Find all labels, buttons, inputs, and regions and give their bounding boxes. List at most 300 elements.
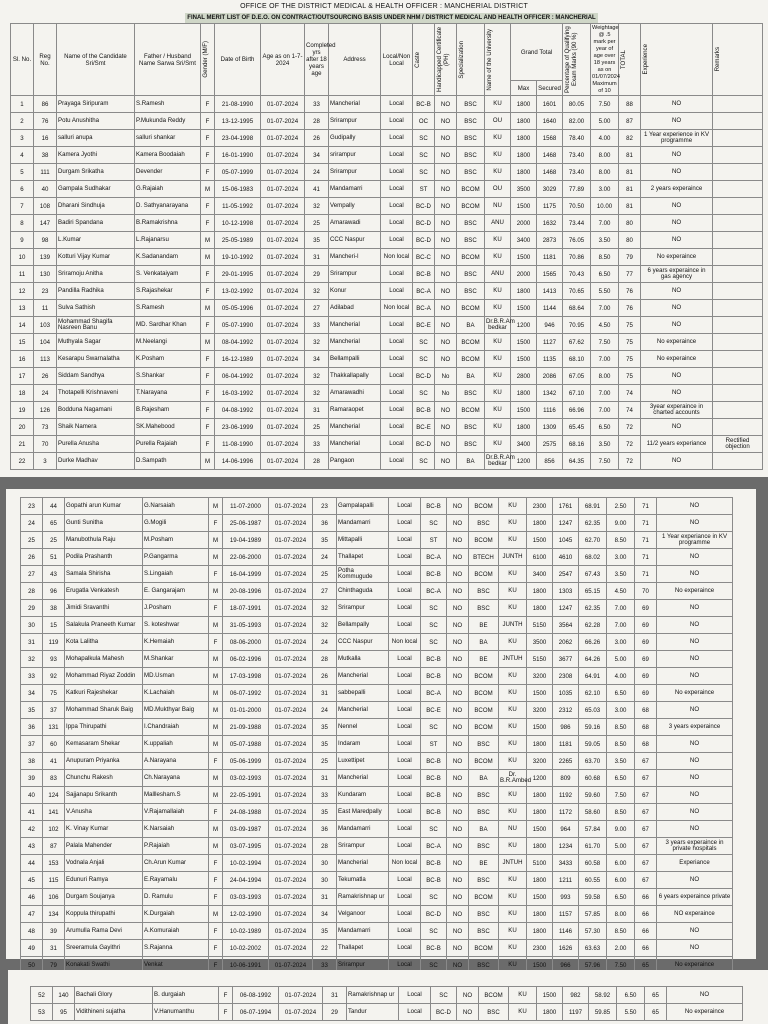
- cell-reg: 75: [43, 685, 65, 702]
- cell-total: 77: [619, 266, 641, 283]
- cell-father: M.Neelangi: [135, 334, 201, 351]
- cell-ph: NO: [447, 566, 469, 583]
- table-row: [21, 838, 733, 855]
- cell-age: 26: [305, 130, 329, 147]
- cell-address: Tandur: [347, 1004, 399, 1021]
- cell-local: Non local: [389, 855, 421, 872]
- table-3-body: [31, 987, 743, 1021]
- cell-total: 71: [635, 549, 657, 566]
- cell-max: 1800: [527, 583, 553, 600]
- cell-ph: NO: [447, 821, 469, 838]
- cell-sl: 48: [21, 923, 43, 940]
- cell-age: 22: [313, 940, 337, 957]
- table-row: [21, 940, 733, 957]
- cell-name: L.Kumar: [57, 232, 135, 249]
- cell-total: 66: [635, 889, 657, 906]
- cell-percentage: 65.15: [579, 583, 607, 600]
- table-row: [11, 130, 763, 147]
- cell-father: G.Narsaiah: [143, 498, 209, 515]
- cell-caste: SC: [421, 889, 447, 906]
- cell-percentage: 60.58: [579, 855, 607, 872]
- cell-specialization: BCOM: [469, 702, 499, 719]
- cell-weightage: 8.50: [607, 532, 635, 549]
- cell-percentage: 68.10: [563, 351, 591, 368]
- cell-experience: Experiance: [657, 855, 733, 872]
- cell-university: ANU: [485, 215, 511, 232]
- cell-dob: 14-06-1996: [215, 453, 261, 470]
- cell-secured: 1568: [537, 130, 563, 147]
- cell-max: 2000: [511, 266, 537, 283]
- cell-sl: 26: [21, 549, 43, 566]
- cell-university: KU: [485, 96, 511, 113]
- table-row: [21, 685, 733, 702]
- table-row: [21, 770, 733, 787]
- cell-remarks: [713, 113, 763, 130]
- cell-father: E.Rayamalu: [143, 872, 209, 889]
- cell-university: KU: [499, 583, 527, 600]
- cell-specialization: BSC: [457, 96, 485, 113]
- table-row: [11, 334, 763, 351]
- cell-percentage: 80.05: [563, 96, 591, 113]
- cell-name: Potu Anushitha: [57, 113, 135, 130]
- table-row: [21, 753, 733, 770]
- cell-address: Konur: [329, 283, 381, 300]
- cell-local: Local: [389, 736, 421, 753]
- table-row: [21, 855, 733, 872]
- cell-sl: 19: [11, 402, 34, 419]
- cell-specialization: BCOM: [457, 181, 485, 198]
- table-row: [21, 651, 733, 668]
- cell-remarks: [713, 96, 763, 113]
- cell-weightage: 8.50: [607, 719, 635, 736]
- cell-dob: 05-07-1988: [223, 736, 269, 753]
- cell-caste: BC-D: [421, 906, 447, 923]
- cell-reg: 73: [34, 419, 57, 436]
- cell-local: Non local: [381, 249, 413, 266]
- cell-percentage: 65.03: [579, 702, 607, 719]
- table-row: [21, 634, 733, 651]
- cell-secured: 1192: [553, 787, 579, 804]
- cell-university: KU: [499, 515, 527, 532]
- cell-local: Local: [381, 334, 413, 351]
- cell-max: 1500: [537, 987, 563, 1004]
- cell-name: Dharani Sindhuja: [57, 198, 135, 215]
- cell-gender: M: [201, 300, 215, 317]
- cell-experience: 11/2 years experiance: [641, 436, 713, 453]
- cell-caste: SC: [413, 130, 435, 147]
- cell-secured: 993: [553, 889, 579, 906]
- cell-reg: 38: [34, 147, 57, 164]
- cell-total: 69: [635, 600, 657, 617]
- cell-weightage: 3.50: [607, 753, 635, 770]
- cell-secured: 3433: [553, 855, 579, 872]
- cell-secured: 856: [537, 453, 563, 470]
- cell-experience: NO: [641, 283, 713, 300]
- cell-max: 1800: [527, 787, 553, 804]
- table-row: [11, 300, 763, 317]
- cell-ph: NO: [435, 266, 457, 283]
- cell-name: Bachali Glory: [75, 987, 153, 1004]
- cell-experience: NO: [641, 96, 713, 113]
- col-total: TOTAL: [620, 49, 628, 70]
- table-row: [11, 368, 763, 385]
- cell-name: Podila Prashanth: [65, 549, 143, 566]
- cell-sl: 22: [11, 453, 34, 470]
- cell-total: 68: [635, 719, 657, 736]
- col-age-as-on: Age as on 1-7-2024: [261, 24, 305, 96]
- office-title: OFFICE OF THE DISTRICT MEDICAL & HEALTH OFFICER : MANCHERIAL DISTRICT: [240, 3, 528, 10]
- cell-secured: 1135: [537, 351, 563, 368]
- cell-percentage: 58.60: [579, 804, 607, 821]
- cell-total: 72: [619, 419, 641, 436]
- cell-university: KU: [485, 419, 511, 436]
- cell-age-as-on: 01-07-2024: [261, 402, 305, 419]
- cell-local: Local: [381, 181, 413, 198]
- cell-age: 24: [305, 164, 329, 181]
- cell-name: Prayaga Siripuram: [57, 96, 135, 113]
- cell-percentage: 59.85: [589, 1004, 617, 1021]
- cell-father: A.Narayana: [143, 753, 209, 770]
- cell-local: Local: [389, 957, 421, 974]
- cell-max: 2300: [527, 940, 553, 957]
- cell-experience: No experaince: [641, 334, 713, 351]
- cell-reg: 140: [53, 987, 75, 1004]
- cell-age-as-on: 01-07-2024: [269, 957, 313, 974]
- cell-name: Mohammad Sharuk Baig: [65, 702, 143, 719]
- cell-secured: 1565: [537, 266, 563, 283]
- cell-age: 28: [313, 838, 337, 855]
- table-1-body: [11, 96, 763, 470]
- cell-secured: 2308: [553, 668, 579, 685]
- cell-max: 1800: [527, 736, 553, 753]
- cell-specialization: BCOM: [457, 402, 485, 419]
- cell-age: 35: [313, 532, 337, 549]
- cell-experience: NO: [657, 515, 733, 532]
- cell-experience: NO experaince: [657, 906, 733, 923]
- table-row: [21, 736, 733, 753]
- cell-ph: NO: [447, 668, 469, 685]
- cell-remarks: [713, 419, 763, 436]
- cell-weightage: 2.50: [607, 498, 635, 515]
- cell-secured: 3677: [553, 651, 579, 668]
- cell-sl: 28: [21, 583, 43, 600]
- cell-father: S.Shankar: [135, 368, 201, 385]
- cell-percentage: 58.92: [589, 987, 617, 1004]
- cell-local: Local: [389, 617, 421, 634]
- cell-ph: NO: [435, 283, 457, 300]
- cell-secured: 1045: [553, 532, 579, 549]
- cell-local: Local: [389, 872, 421, 889]
- cell-dob: 05-06-1999: [223, 753, 269, 770]
- cell-age-as-on: 01-07-2024: [261, 215, 305, 232]
- cell-university: KU: [499, 634, 527, 651]
- cell-father: Venkat: [143, 957, 209, 974]
- cell-local: Non local: [389, 634, 421, 651]
- col-specialization: Specialization: [458, 40, 465, 79]
- cell-age: 30: [313, 855, 337, 872]
- cell-specialization: BSC: [469, 600, 499, 617]
- cell-name: Mohammad Shagifa Nasreen Banu: [57, 317, 135, 334]
- cell-total: 71: [635, 498, 657, 515]
- cell-university: JUNTH: [499, 549, 527, 566]
- cell-percentage: 62.35: [579, 515, 607, 532]
- cell-address: Bellampally: [337, 617, 389, 634]
- cell-weightage: 7.50: [607, 787, 635, 804]
- cell-age: 31: [313, 889, 337, 906]
- cell-father: M.Posham: [143, 532, 209, 549]
- cell-secured: 966: [553, 957, 579, 974]
- cell-max: 1500: [527, 889, 553, 906]
- cell-reg: 60: [43, 736, 65, 753]
- cell-name: Sajjanapu Srikanth: [65, 787, 143, 804]
- cell-caste: BC-A: [413, 300, 435, 317]
- cell-total: 81: [619, 198, 641, 215]
- cell-secured: 1626: [553, 940, 579, 957]
- cell-local: Local: [381, 266, 413, 283]
- cell-ph: NO: [435, 147, 457, 164]
- cell-university: Dr.B.R.Am bedkar: [485, 453, 511, 470]
- cell-address: Mandamarri: [337, 923, 389, 940]
- cell-gender: F: [209, 753, 223, 770]
- cell-age: 27: [305, 300, 329, 317]
- cell-age: 29: [305, 266, 329, 283]
- cell-father: Kamera Boodaiah: [135, 147, 201, 164]
- cell-sl: 21: [11, 436, 34, 453]
- cell-age-as-on: 01-07-2024: [269, 685, 313, 702]
- cell-percentage: 64.35: [563, 453, 591, 470]
- cell-reg: 83: [43, 770, 65, 787]
- cell-weightage: 7.00: [591, 351, 619, 368]
- cell-name: Arumulla Rama Devi: [65, 923, 143, 940]
- cell-experience: NO: [657, 566, 733, 583]
- cell-university: KU: [499, 940, 527, 957]
- cell-address: Mancherial: [337, 770, 389, 787]
- cell-local: Local: [381, 368, 413, 385]
- cell-total: 67: [635, 821, 657, 838]
- cell-age-as-on: 01-07-2024: [261, 385, 305, 402]
- cell-dob: 13-02-1992: [215, 283, 261, 300]
- cell-local: Local: [389, 821, 421, 838]
- cell-local: Local: [381, 215, 413, 232]
- cell-address: CCC Naspur: [337, 634, 389, 651]
- cell-age-as-on: 01-07-2024: [261, 266, 305, 283]
- col-caste: Caste: [414, 51, 421, 68]
- cell-university: Dr.B.R.Am bedkar: [485, 317, 511, 334]
- cell-weightage: 7.00: [607, 617, 635, 634]
- cell-max: 1500: [511, 334, 537, 351]
- cell-caste: SC: [421, 719, 447, 736]
- cell-address: Mandamarri: [329, 181, 381, 198]
- cell-secured: 1197: [563, 1004, 589, 1021]
- cell-secured: 2575: [537, 436, 563, 453]
- cell-percentage: 70.86: [563, 249, 591, 266]
- cell-ph: No: [435, 385, 457, 402]
- cell-gender: F: [209, 889, 223, 906]
- cell-gender: M: [209, 702, 223, 719]
- cell-ph: NO: [447, 583, 469, 600]
- cell-sl: 30: [21, 617, 43, 634]
- cell-percentage: 67.43: [579, 566, 607, 583]
- cell-max: 3200: [527, 702, 553, 719]
- cell-age-as-on: 01-07-2024: [269, 600, 313, 617]
- cell-caste: SC: [431, 987, 457, 1004]
- cell-ph: NO: [435, 317, 457, 334]
- cell-age: 24: [313, 702, 337, 719]
- cell-weightage: 10.00: [591, 198, 619, 215]
- cell-sl: 29: [21, 600, 43, 617]
- cell-sl: 27: [21, 566, 43, 583]
- cell-weightage: 4.50: [607, 583, 635, 600]
- cell-weightage: 6.50: [607, 770, 635, 787]
- cell-specialization: BCOM: [457, 334, 485, 351]
- cell-ph: NO: [435, 402, 457, 419]
- cell-experience: No experaince: [667, 1004, 743, 1021]
- cell-caste: BC-E: [413, 317, 435, 334]
- cell-experience: NO: [657, 804, 733, 821]
- cell-address: CCC Naspur: [329, 232, 381, 249]
- cell-experience: NO: [641, 317, 713, 334]
- cell-percentage: 70.65: [563, 283, 591, 300]
- cell-reg: 65: [43, 515, 65, 532]
- cell-age: 33: [305, 96, 329, 113]
- cell-max: 1500: [511, 249, 537, 266]
- cell-reg: 141: [43, 804, 65, 821]
- cell-local: Local: [389, 838, 421, 855]
- cell-dob: 03-02-1993: [223, 770, 269, 787]
- cell-caste: BC-A: [421, 838, 447, 855]
- cell-dob: 10-02-2002: [223, 940, 269, 957]
- cell-remarks: [713, 249, 763, 266]
- cell-dob: 11-07-2000: [223, 498, 269, 515]
- cell-caste: SC: [413, 164, 435, 181]
- cell-total: 87: [619, 113, 641, 130]
- cell-father: S.Ramesh: [135, 96, 201, 113]
- cell-local: Local: [381, 113, 413, 130]
- cell-total: 69: [635, 651, 657, 668]
- cell-university: KU: [499, 566, 527, 583]
- cell-sl: 9: [11, 232, 34, 249]
- cell-age: 35: [313, 923, 337, 940]
- cell-dob: 24-08-1988: [223, 804, 269, 821]
- cell-sl: 42: [21, 821, 43, 838]
- cell-remarks: [713, 232, 763, 249]
- cell-address: Srirampur: [329, 164, 381, 181]
- cell-gender: M: [209, 651, 223, 668]
- cell-father: K.Sadanandam: [135, 249, 201, 266]
- cell-age-as-on: 01-07-2024: [261, 300, 305, 317]
- cell-reg: 76: [34, 113, 57, 130]
- cell-dob: 16-01-1990: [215, 147, 261, 164]
- cell-secured: 1632: [537, 215, 563, 232]
- cell-gender: F: [209, 957, 223, 974]
- cell-age-as-on: 01-07-2024: [261, 164, 305, 181]
- table-row: [21, 617, 733, 634]
- cell-gender: M: [209, 685, 223, 702]
- cell-gender: M: [209, 498, 223, 515]
- cell-specialization: BCOM: [469, 889, 499, 906]
- cell-percentage: 63.70: [579, 753, 607, 770]
- cell-name: Shaik Namera: [57, 419, 135, 436]
- cell-reg: 134: [43, 906, 65, 923]
- cell-address: Mancheri-l: [329, 249, 381, 266]
- cell-specialization: BA: [457, 453, 485, 470]
- cell-name: Badiri Spandana: [57, 215, 135, 232]
- cell-caste: BC-A: [413, 283, 435, 300]
- cell-percentage: 73.40: [563, 164, 591, 181]
- cell-remarks: [713, 198, 763, 215]
- cell-caste: ST: [421, 736, 447, 753]
- cell-local: Local: [381, 232, 413, 249]
- cell-age-as-on: 01-07-2024: [269, 940, 313, 957]
- cell-local: Local: [381, 147, 413, 164]
- cell-name: Koppula thirupathi: [65, 906, 143, 923]
- cell-specialization: BSC: [469, 923, 499, 940]
- table-row: [21, 583, 733, 600]
- cell-father: P.Mukunda Reddy: [135, 113, 201, 130]
- cell-weightage: 7.00: [591, 385, 619, 402]
- cell-ph: NO: [447, 906, 469, 923]
- cell-experience: 6 years experaince in gas agency: [641, 266, 713, 283]
- cell-total: 71: [635, 566, 657, 583]
- cell-name: Chunchu Rakesh: [65, 770, 143, 787]
- cell-address: Amarawadhi: [329, 385, 381, 402]
- cell-sl: 49: [21, 940, 43, 957]
- cell-specialization: BSC: [469, 872, 499, 889]
- cell-ph: NO: [447, 855, 469, 872]
- cell-dob: 31-05-1993: [223, 617, 269, 634]
- cell-max: 5150: [527, 617, 553, 634]
- cell-gender: M: [209, 736, 223, 753]
- cell-remarks: [713, 266, 763, 283]
- cell-father: S. Venkataiyam: [135, 266, 201, 283]
- cell-specialization: BCOM: [457, 300, 485, 317]
- cell-age: 32: [305, 283, 329, 300]
- cell-age-as-on: 01-07-2024: [261, 436, 305, 453]
- cell-address: Mancherial: [337, 668, 389, 685]
- cell-university: KU: [485, 164, 511, 181]
- cell-age-as-on: 01-07-2024: [269, 719, 313, 736]
- cell-reg: 39: [43, 923, 65, 940]
- cell-gender: M: [201, 453, 215, 470]
- cell-sl: 11: [11, 266, 34, 283]
- cell-caste: OC: [413, 113, 435, 130]
- col-grand-total: Grand Total: [511, 24, 563, 81]
- cell-specialization: BSC: [457, 215, 485, 232]
- cell-weightage: 7.50: [591, 453, 619, 470]
- cell-age: 32: [305, 334, 329, 351]
- cell-reg: 92: [43, 668, 65, 685]
- cell-local: Local: [389, 549, 421, 566]
- cell-secured: 946: [537, 317, 563, 334]
- cell-age-as-on: 01-07-2024: [261, 96, 305, 113]
- cell-sl: 25: [21, 532, 43, 549]
- cell-max: 5150: [527, 651, 553, 668]
- table-row: [21, 719, 733, 736]
- cell-father: Devender: [135, 164, 201, 181]
- cell-university: KU: [499, 753, 527, 770]
- table-row: [11, 402, 763, 419]
- cell-percentage: 70.50: [563, 198, 591, 215]
- cell-experience: NO: [641, 368, 713, 385]
- col-local: Local/Non Local: [381, 24, 413, 96]
- cell-age-as-on: 01-07-2024: [269, 549, 313, 566]
- cell-father: J.Posham: [143, 600, 209, 617]
- cell-total: 69: [635, 634, 657, 651]
- cell-specialization: BE: [469, 617, 499, 634]
- cell-gender: F: [201, 96, 215, 113]
- cell-address: Bellampalli: [329, 351, 381, 368]
- cell-father: D. Ramulu: [143, 889, 209, 906]
